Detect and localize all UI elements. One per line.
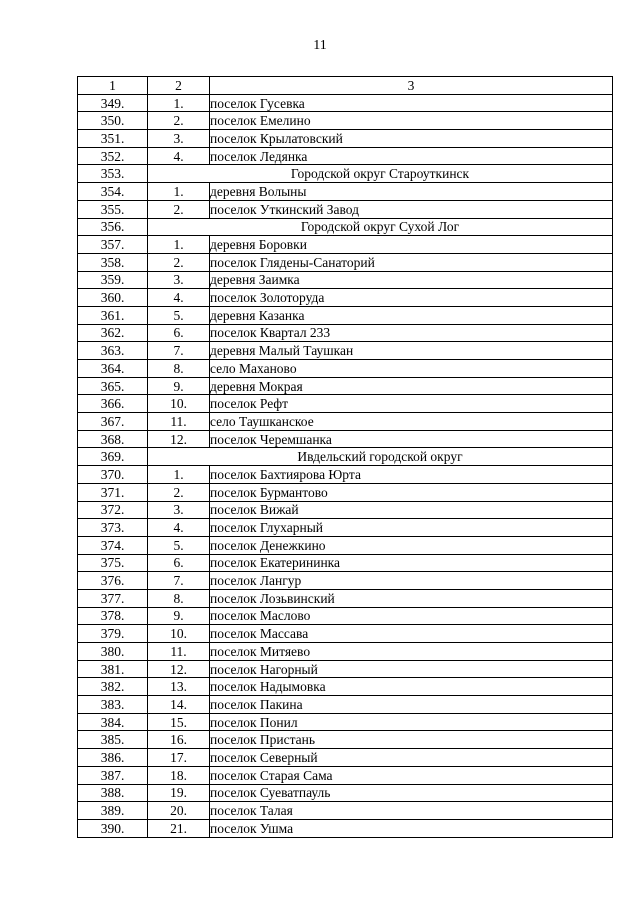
sub-number: 6. <box>148 324 210 342</box>
district-row <box>78 218 613 236</box>
settlement-name: поселок Ледянка <box>210 147 613 165</box>
table-row <box>78 554 613 572</box>
sub-number: 8. <box>148 360 210 378</box>
table-row <box>78 342 613 360</box>
table-row <box>78 572 613 590</box>
sub-number: 7. <box>148 572 210 590</box>
district-name: Городской округ Староуткинск <box>148 165 613 183</box>
settlement-name: поселок Митяево <box>210 643 613 661</box>
table-row <box>78 483 613 501</box>
sub-number: 14. <box>148 696 210 714</box>
row-number: 376. <box>78 572 148 590</box>
table-row <box>78 819 613 837</box>
row-number: 354. <box>78 183 148 201</box>
row-number: 356. <box>78 218 148 236</box>
table-row <box>78 147 613 165</box>
row-number: 359. <box>78 271 148 289</box>
settlement-name: поселок Суеватпауль <box>210 784 613 802</box>
settlement-name: поселок Вижай <box>210 501 613 519</box>
row-number: 370. <box>78 466 148 484</box>
district-name: Городской округ Сухой Лог <box>148 218 613 236</box>
settlement-name: деревня Волыны <box>210 183 613 201</box>
table-row <box>78 607 613 625</box>
row-number: 374. <box>78 536 148 554</box>
sub-number: 21. <box>148 819 210 837</box>
table-row <box>78 713 613 731</box>
sub-number: 19. <box>148 784 210 802</box>
sub-number: 3. <box>148 271 210 289</box>
table-header-row <box>78 77 613 95</box>
settlement-name: поселок Уткинский Завод <box>210 200 613 218</box>
row-number: 375. <box>78 554 148 572</box>
row-number: 350. <box>78 112 148 130</box>
settlement-name: поселок Бахтиярова Юрта <box>210 466 613 484</box>
settlement-name: поселок Черемшанка <box>210 430 613 448</box>
table-row <box>78 696 613 714</box>
row-number: 358. <box>78 253 148 271</box>
row-number: 371. <box>78 483 148 501</box>
sub-number: 10. <box>148 625 210 643</box>
table-row <box>78 678 613 696</box>
row-number: 385. <box>78 731 148 749</box>
settlement-name: поселок Глядены-Санаторий <box>210 253 613 271</box>
table-row <box>78 466 613 484</box>
table-row <box>78 112 613 130</box>
row-number: 382. <box>78 678 148 696</box>
settlement-name: поселок Лозьвинский <box>210 589 613 607</box>
settlement-name: село Маханово <box>210 360 613 378</box>
table-row <box>78 271 613 289</box>
sub-number: 20. <box>148 802 210 820</box>
row-number: 349. <box>78 94 148 112</box>
sub-number: 2. <box>148 483 210 501</box>
sub-number: 11. <box>148 643 210 661</box>
table-row <box>78 501 613 519</box>
settlement-name: поселок Пристань <box>210 731 613 749</box>
row-number: 361. <box>78 306 148 324</box>
settlement-name: село Таушканское <box>210 413 613 431</box>
settlement-name: поселок Крылатовский <box>210 130 613 148</box>
row-number: 383. <box>78 696 148 714</box>
row-number: 381. <box>78 660 148 678</box>
sub-number: 1. <box>148 94 210 112</box>
sub-number: 12. <box>148 660 210 678</box>
sub-number: 16. <box>148 731 210 749</box>
row-number: 360. <box>78 289 148 307</box>
page-number: 11 <box>313 38 327 53</box>
sub-number: 17. <box>148 749 210 767</box>
table-row <box>78 236 613 254</box>
row-number: 367. <box>78 413 148 431</box>
settlement-name: деревня Заимка <box>210 271 613 289</box>
column-header-2: 2 <box>148 77 210 95</box>
settlement-name: поселок Маслово <box>210 607 613 625</box>
row-number: 357. <box>78 236 148 254</box>
settlement-name: деревня Малый Таушкан <box>210 342 613 360</box>
district-row <box>78 448 613 466</box>
sub-number: 3. <box>148 130 210 148</box>
settlement-name: деревня Мокрая <box>210 377 613 395</box>
table-row <box>78 360 613 378</box>
row-number: 368. <box>78 430 148 448</box>
sub-number: 8. <box>148 589 210 607</box>
table-row <box>78 253 613 271</box>
sub-number: 4. <box>148 519 210 537</box>
district-name: Ивдельский городской округ <box>148 448 613 466</box>
table-row <box>78 536 613 554</box>
row-number: 389. <box>78 802 148 820</box>
settlement-name: поселок Талая <box>210 802 613 820</box>
sub-number: 1. <box>148 236 210 254</box>
settlement-name: поселок Глухарный <box>210 519 613 537</box>
sub-number: 9. <box>148 607 210 625</box>
settlements-table <box>77 76 613 838</box>
row-number: 378. <box>78 607 148 625</box>
settlement-name: поселок Старая Сама <box>210 766 613 784</box>
settlement-name: поселок Массава <box>210 625 613 643</box>
sub-number: 11. <box>148 413 210 431</box>
sub-number: 15. <box>148 713 210 731</box>
row-number: 362. <box>78 324 148 342</box>
table-row <box>78 130 613 148</box>
table-row <box>78 306 613 324</box>
settlement-name: поселок Лангур <box>210 572 613 590</box>
settlement-name: поселок Понил <box>210 713 613 731</box>
row-number: 384. <box>78 713 148 731</box>
sub-number: 3. <box>148 501 210 519</box>
row-number: 373. <box>78 519 148 537</box>
sub-number: 5. <box>148 536 210 554</box>
sub-number: 9. <box>148 377 210 395</box>
row-number: 366. <box>78 395 148 413</box>
sub-number: 12. <box>148 430 210 448</box>
row-number: 363. <box>78 342 148 360</box>
table-row <box>78 377 613 395</box>
sub-number: 5. <box>148 306 210 324</box>
settlement-name: поселок Золоторуда <box>210 289 613 307</box>
row-number: 379. <box>78 625 148 643</box>
settlement-name: поселок Нагорный <box>210 660 613 678</box>
settlement-name: поселок Емелино <box>210 112 613 130</box>
settlement-name: поселок Пакина <box>210 696 613 714</box>
table-row <box>78 766 613 784</box>
settlement-name: деревня Боровки <box>210 236 613 254</box>
table-row <box>78 784 613 802</box>
column-header-1: 1 <box>78 77 148 95</box>
table-row <box>78 519 613 537</box>
settlement-name: поселок Денежкино <box>210 536 613 554</box>
table-row <box>78 183 613 201</box>
row-number: 372. <box>78 501 148 519</box>
table-row <box>78 289 613 307</box>
table-row <box>78 324 613 342</box>
sub-number: 18. <box>148 766 210 784</box>
sub-number: 2. <box>148 112 210 130</box>
settlement-name: поселок Ушма <box>210 819 613 837</box>
settlement-name: поселок Надымовка <box>210 678 613 696</box>
sub-number: 2. <box>148 253 210 271</box>
table-row <box>78 200 613 218</box>
sub-number: 13. <box>148 678 210 696</box>
row-number: 387. <box>78 766 148 784</box>
settlement-name: поселок Гусевка <box>210 94 613 112</box>
sub-number: 1. <box>148 183 210 201</box>
sub-number: 7. <box>148 342 210 360</box>
settlement-name: поселок Бурмантово <box>210 483 613 501</box>
table-row <box>78 643 613 661</box>
table-row <box>78 430 613 448</box>
row-number: 351. <box>78 130 148 148</box>
table-row <box>78 731 613 749</box>
settlement-name: деревня Казанка <box>210 306 613 324</box>
table-row <box>78 395 613 413</box>
sub-number: 6. <box>148 554 210 572</box>
row-number: 380. <box>78 643 148 661</box>
row-number: 388. <box>78 784 148 802</box>
column-header-3: 3 <box>210 77 613 95</box>
row-number: 369. <box>78 448 148 466</box>
row-number: 386. <box>78 749 148 767</box>
sub-number: 10. <box>148 395 210 413</box>
sub-number: 1. <box>148 466 210 484</box>
table-row <box>78 749 613 767</box>
sub-number: 2. <box>148 200 210 218</box>
table-row <box>78 413 613 431</box>
row-number: 353. <box>78 165 148 183</box>
table-row <box>78 625 613 643</box>
settlement-name: поселок Квартал 233 <box>210 324 613 342</box>
settlement-name: поселок Рефт <box>210 395 613 413</box>
row-number: 365. <box>78 377 148 395</box>
sub-number: 4. <box>148 147 210 165</box>
table-row <box>78 802 613 820</box>
table-row <box>78 660 613 678</box>
settlement-name: поселок Северный <box>210 749 613 767</box>
row-number: 352. <box>78 147 148 165</box>
district-row <box>78 165 613 183</box>
row-number: 390. <box>78 819 148 837</box>
row-number: 377. <box>78 589 148 607</box>
table-row <box>78 94 613 112</box>
table-row <box>78 589 613 607</box>
sub-number: 4. <box>148 289 210 307</box>
row-number: 355. <box>78 200 148 218</box>
table-body <box>78 77 613 838</box>
row-number: 364. <box>78 360 148 378</box>
settlement-name: поселок Екатерининка <box>210 554 613 572</box>
